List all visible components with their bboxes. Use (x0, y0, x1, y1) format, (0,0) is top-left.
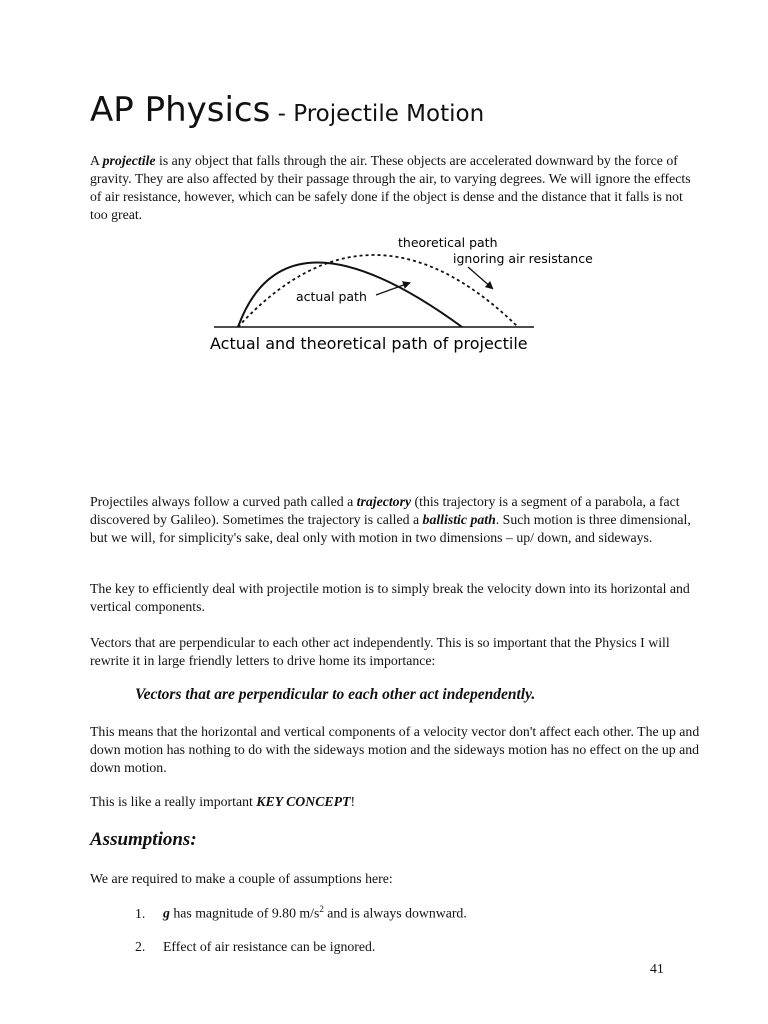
list-number: 2. (135, 939, 146, 954)
title-main: AP Physics (90, 90, 271, 130)
label-actual-path: actual path (296, 289, 367, 304)
term-g: g (163, 905, 170, 921)
label-theoretical-path: theoretical path (398, 235, 498, 250)
list-item (135, 939, 375, 955)
trajectory-figure (200, 228, 593, 358)
term-trajectory: trajectory (356, 494, 412, 509)
paragraph-meaning: This means that the horizontal and vertical components of a velocity vector don't affect each other. The up and down motion has nothing to do with the sideways motion and the sideways motion has no effect on the up and down motion. (90, 724, 700, 775)
p2-end: . Such motion is three dimensional, but we will, for simplicity's sake, deal only with motion in two dimensions – up/ down, and sideways. (90, 512, 691, 545)
list-text: Effect of air resistance can be ignored. (163, 939, 376, 954)
list-number: 1. (135, 905, 146, 921)
superscript: 2 (319, 904, 324, 914)
p2-middle: (this trajectory is a segment of a parabola, a fact discovered by Galileo). Sometimes the trajectory is called a (90, 494, 680, 527)
page-number: 41 (650, 961, 664, 976)
p6-end: ! (350, 794, 356, 809)
emphasis-statement: Vectors that are perpendicular to each other act independently. (135, 686, 536, 703)
label-ignoring-air-resistance: ignoring air resistance (453, 251, 593, 266)
paragraph-components: The key to efficiently deal with projectile motion is to simply break the velocity down into its horizontal and vertical components. (90, 581, 690, 614)
paragraph-key-concept (90, 793, 700, 811)
figure-caption: Actual and theoretical path of projectile (210, 334, 528, 353)
p6-lead: This is like a really important (90, 794, 257, 809)
term-projectile: projectile (102, 153, 156, 168)
paragraph-projectile-definition (90, 152, 700, 224)
p1-lead: A (90, 153, 103, 168)
assumptions-intro: We are required to make a couple of assumptions here: (90, 871, 393, 886)
p2-lead: Projectiles always follow a curved path called a (90, 494, 357, 509)
list-text: has magnitude of 9.80 m/s (169, 905, 320, 921)
term-ballistic-path: ballistic path (422, 512, 496, 527)
p1-text: is any object that falls through the air. These objects are accelerated downward by the force of gravity. They are also affected by their passage through the air, to varying degrees. We will ignore the effects of air resistance, however, which can be safely done if the object is dense and the distance that it falls is not too great. (90, 153, 691, 222)
title-subtitle: - Projectile Motion (270, 101, 485, 127)
page-title (90, 90, 484, 130)
list-text-tail: and is always downward. (323, 905, 467, 921)
term-key-concept: KEY CONCEPT (256, 794, 351, 809)
arrow-to-theoretical-path (468, 267, 492, 288)
list-item (135, 904, 467, 922)
assumptions-heading: Assumptions: (90, 829, 197, 850)
paragraph-trajectory (90, 493, 700, 547)
paragraph-independence: Vectors that are perpendicular to each other act independently. This is so important that the Physics I will rewrite it in large friendly letters to drive home its importance: (90, 635, 670, 668)
